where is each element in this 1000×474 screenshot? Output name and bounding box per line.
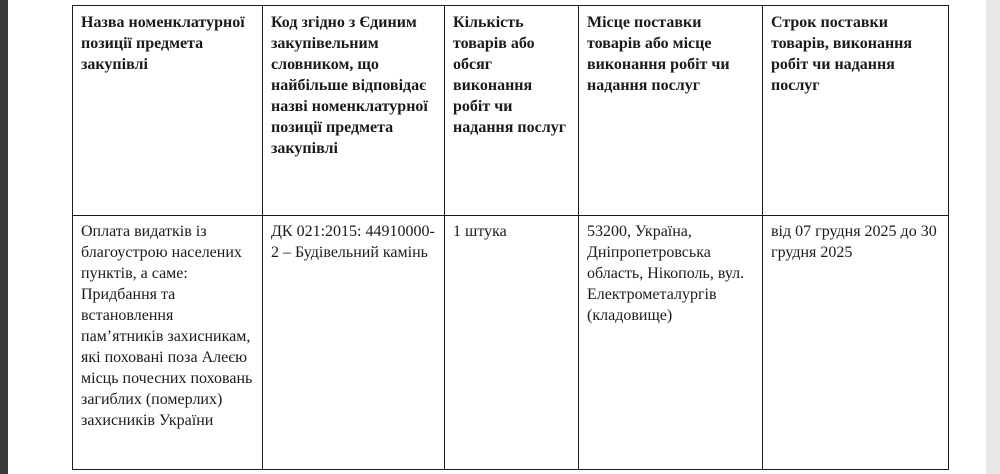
header-item-name: Назва номенклатурної позиції предмета закупівлі: [73, 6, 263, 216]
header-cpv-code: Код згідно з Єдиним закупівельним словником, що найбільше відповідає назві номенклатурної позиції предмета закупівлі: [263, 6, 445, 216]
table-row: [73, 216, 949, 470]
header-quantity: Кількість товарів або обсяг виконання робіт чи надання послуг: [445, 6, 579, 216]
document-page: [8, 0, 986, 474]
header-delivery-term: Строк поставки товарів, виконання робіт чи надання послуг: [763, 6, 949, 216]
cell-cpv-code: ДК 021:2015: 44910000-2 – Будівельний камінь: [263, 216, 445, 470]
cell-delivery-place: 53200, Україна, Дніпропетровська область, Нікополь, вул. Електрометалургів (кладовище): [579, 216, 763, 470]
cell-quantity: 1 штука: [445, 216, 579, 470]
header-delivery-place: Місце поставки товарів або місце виконання робіт чи надання послуг: [579, 6, 763, 216]
viewer-left-edge: [0, 0, 8, 474]
table-header-row: [73, 6, 949, 216]
cell-item-name: Оплата видатків із благоустрою населених пунктів, а саме: Придбання та встановлення пам’ятників захисникам, які поховані поза Алеєю місць почесних поховань загиблих (померлих) захисників України: [73, 216, 263, 470]
procurement-table: [72, 5, 949, 470]
cell-delivery-term: від 07 грудня 2025 до 30 грудня 2025: [763, 216, 949, 470]
